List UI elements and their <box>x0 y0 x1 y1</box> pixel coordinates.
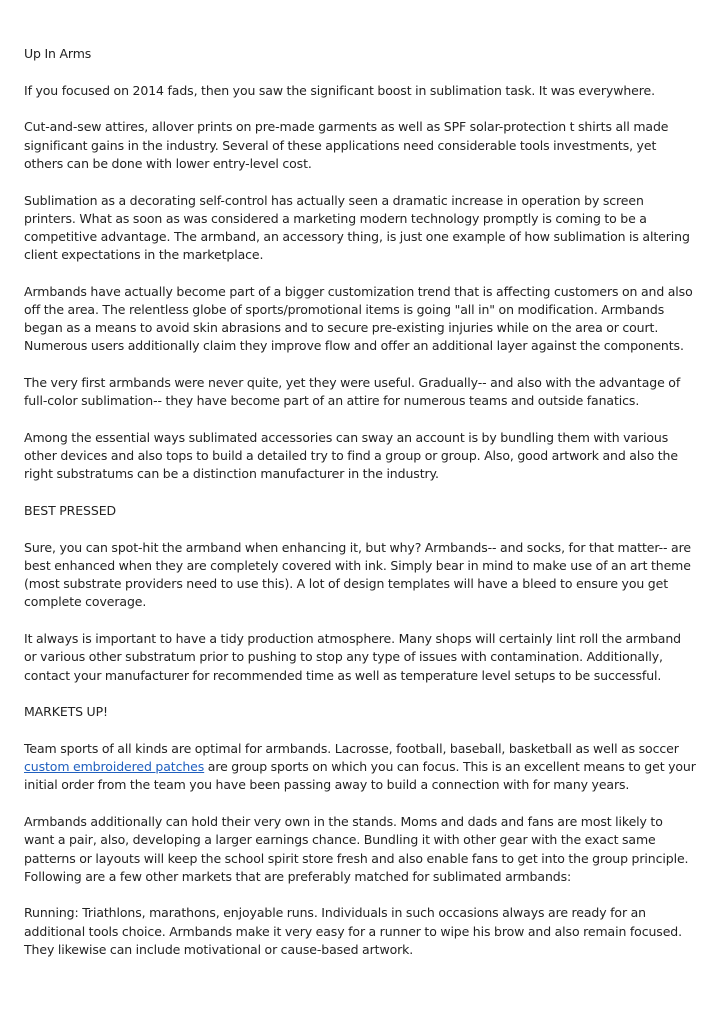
paragraph-first-armbands: The very first armbands were never quite, yet they were useful. Gradually-- and also with the advantage of full-color sublimation-- they have become part of an attire for numerous teams and outside fanatics. <box>24 375 681 409</box>
paragraph-production-atmosphere: It always is important to have a tidy production atmosphere. Many shops will certainly lint roll the armband or various other substratum prior to pushing to stop any type of issues with contamination. Additionally, contact your manufacturer for recommended time as well as temperature level setups to be successful. <box>24 631 681 683</box>
paragraph-cut-and-sew: Cut-and-sew attires, allover prints on pre-made garments as well as SPF solar-protection t shirts all made significant gains in the industry. Several of these applications need considerable tools investments, yet others can be done with lower entry-level cost. <box>24 119 669 171</box>
paragraph-running: Running: Triathlons, marathons, enjoyable runs. Individuals in such occasions always are ready for an additional tools choice. Armbands make it very easy for a runner to wipe his brow and also remain focused. They likewise can include motivational or cause-based artwork. <box>24 905 683 957</box>
paragraph-armbands-customization: Armbands have actually become part of a bigger customization trend that is affecting customers on and also off the area. The relentless globe of sports/promotional items is going "all in" on modification. Armbands began as a means to avoid skin abrasions and to secure pre-existing injuries while on the area or court. Numerous users additionally claim they improve flow and offer an additional layer against the components. <box>24 283 693 354</box>
paragraph-team-sports <box>24 740 696 795</box>
document-title: Up In Arms <box>24 46 92 61</box>
heading-best-pressed: BEST PRESSED <box>24 503 117 519</box>
paragraph-sublimation-decorating: Sublimation as a decorating self-control has actually seen a dramatic increase in operation by screen printers. What as soon as was considered a marketing modern technology promptly is coming to be a competitive advantage. The armband, an accessory thing, is just one example of how sublimation is altering client expectations in the marketplace. <box>24 192 690 263</box>
custom-embroidered-patches-link[interactable]: custom embroidered patches <box>24 759 205 775</box>
paragraph-2014-fads: If you focused on 2014 fads, then you saw the significant boost in sublimation task. It was everywhere. <box>24 82 655 98</box>
paragraph-bundling-accessories: Among the essential ways sublimated accessories can sway an account is by bundling them with various other devices and also tops to build a detailed try to find a group or group. Also, good artwork and also the right substratums can be a distinction manufacturer in the industry. <box>24 430 678 482</box>
paragraph-spot-hit: Sure, you can spot-hit the armband when enhancing it, but why? Armbands-- and socks, for that matter-- are best enhanced when they are completely covered with ink. Simply bear in mind to make use of an art theme (most substrate providers need to use this). A lot of design templates will have a bleed to ensure you get complete coverage. <box>24 539 691 610</box>
paragraph-stands: Armbands additionally can hold their very own in the stands. Moms and dads and fans are most likely to want a pair, also, developing a larger earnings chance. Bundling it with other gear with the exact same patterns or layouts will keep the school spirit store fresh and also enable fans to get into the group principle. Following are a few other markets that are preferably matched for sublimated armbands: <box>24 814 689 884</box>
heading-markets-up: MARKETS UP! <box>24 704 108 720</box>
team-sports-text-after: are group sports on which you can focus. This is an excellent means to get your initial order from the team you have been passing away to build a connection with for many years. <box>24 759 696 793</box>
team-sports-text-before: Team sports of all kinds are optimal for armbands. Lacrosse, football, baseball, basketball as well as soccer <box>24 740 679 756</box>
